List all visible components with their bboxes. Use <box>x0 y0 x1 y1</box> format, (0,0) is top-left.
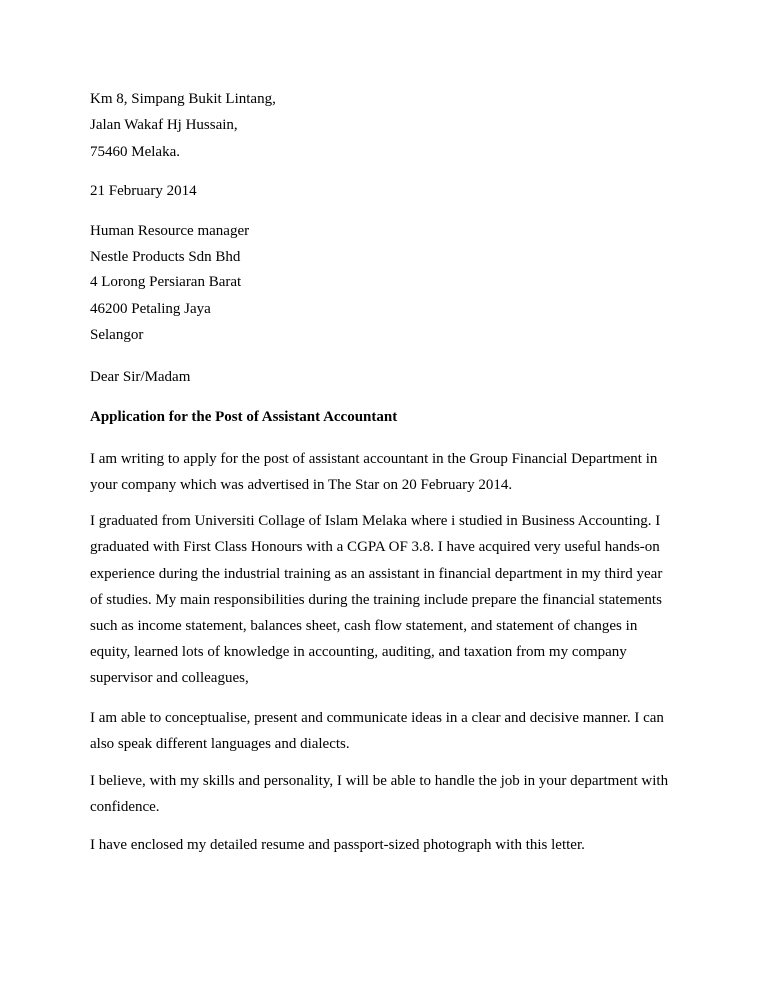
paragraph-5-line-1: I have enclosed my detailed resume and passport-sized photograph with this letter. <box>90 837 585 853</box>
recipient-line-2: Nestle Products Sdn Bhd <box>90 249 241 265</box>
letter-date: 21 February 2014 <box>90 183 197 199</box>
paragraph-4-line-2: confidence. <box>90 799 160 815</box>
paragraph-3-line-1: I am able to conceptualise, present and communicate ideas in a clear and decisive manner. I can <box>90 710 664 726</box>
sender-address-line-3: 75460 Melaka. <box>90 144 180 160</box>
paragraph-1-line-2: your company which was advertised in The Star on 20 February 2014. <box>90 477 513 493</box>
paragraph-2-line-4: of studies. My main responsibilities during the training include prepare the financial statements <box>90 592 662 608</box>
subject-line: Application for the Post of Assistant Accountant <box>90 409 398 425</box>
paragraph-3-line-2: also speak different languages and dialects. <box>90 736 350 752</box>
paragraph-4-line-1: I believe, with my skills and personality, I will be able to handle the job in your department with <box>90 773 669 789</box>
paragraph-2-line-2: graduated with First Class Honours with a CGPA OF 3.8. I have acquired very useful hands-on <box>90 539 660 555</box>
recipient-line-5: Selangor <box>90 327 144 343</box>
sender-address-line-1: Km 8, Simpang Bukit Lintang, <box>90 91 276 107</box>
paragraph-2-line-1: I graduated from Universiti Collage of Islam Melaka where i studied in Business Accounting. I <box>90 513 661 529</box>
recipient-line-1: Human Resource manager <box>90 223 250 239</box>
recipient-line-3: 4 Lorong Persiaran Barat <box>90 274 242 290</box>
paragraph-2-line-7: supervisor and colleagues, <box>90 670 249 686</box>
salutation: Dear Sir/Madam <box>90 369 191 385</box>
paragraph-2-line-6: equity, learned lots of knowledge in accounting, auditing, and taxation from my company <box>90 644 627 660</box>
paragraph-2-line-3: experience during the industrial training as an assistant in financial department in my third year <box>90 566 663 582</box>
recipient-line-4: 46200 Petaling Jaya <box>90 301 211 317</box>
paragraph-1-line-1: I am writing to apply for the post of assistant accountant in the Group Financial Department in <box>90 451 658 467</box>
paragraph-2-line-5: such as income statement, balances sheet, cash flow statement, and statement of changes in <box>90 618 638 634</box>
sender-address-line-2: Jalan Wakaf Hj Hussain, <box>90 117 238 133</box>
